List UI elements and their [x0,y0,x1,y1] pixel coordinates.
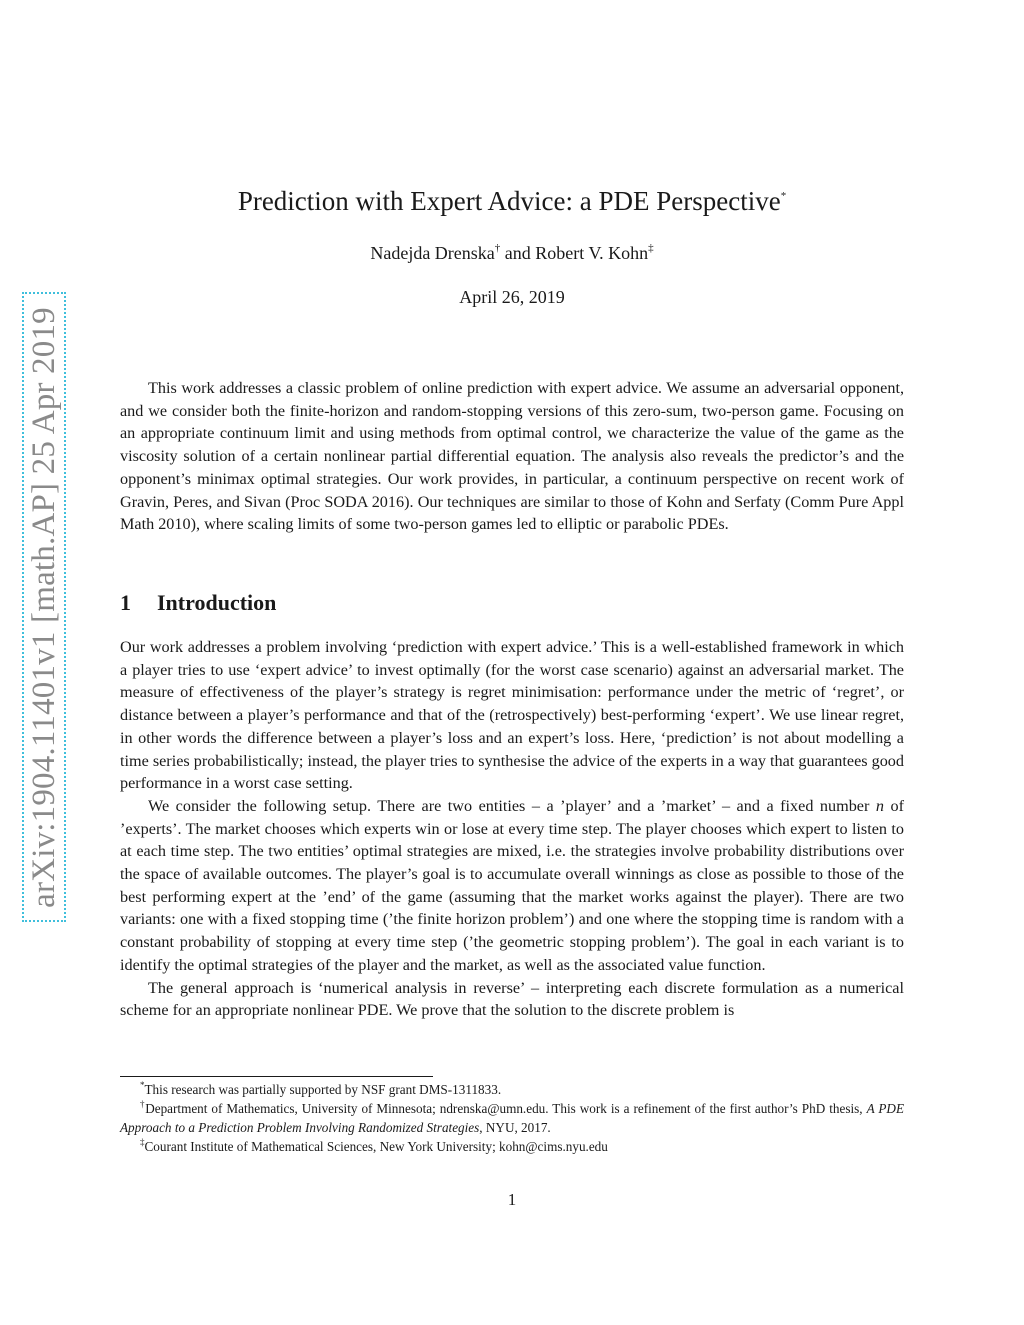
footnote [120,1080,904,1099]
paper-date: April 26, 2019 [459,287,565,307]
author-name: Robert V. Kohn [535,243,649,263]
author-footnote-mark: ‡ [648,242,654,254]
paragraph-text: We consider the following setup. There are two entities – a ’player’ and a ’market’ – and a fixed number [148,796,876,815]
paper-title [120,186,904,217]
paragraph: Our work addresses a problem involving ‘prediction with expert advice.’ This is a well-established framework in which a player tries to use ‘expert advice’ to invest optimally (for the worst case scenario) against an adversarial market. The measure of effectiveness of the player’s strategy is regret minimisation: performance under the metric of ‘regret’, or distance between a player’s performance and that of the (retrospectively) best-performing ‘expert’. We use linear regret, in other words the difference between a player’s loss and an expert’s loss. Here, ‘prediction’ is not about modelling a time series probabilistically; instead, the player tries to synthesise the advice of the experts in a way that guarantees good performance in a worst case setting. [120,638,904,793]
section-title: Introduction [157,590,277,615]
footnotes [120,1080,904,1156]
footnote-mark: ‡ [140,1136,145,1147]
page-number: 1 [507,1190,517,1209]
footnote [120,1099,904,1137]
paragraph: The general approach is ‘numerical analysis in reverse’ – interpreting each discrete formulation as a numerical scheme for an appropriate nonlinear PDE. We prove that the solution to the discrete problem is [120,978,904,1020]
author-conjunction: and [500,243,536,263]
footnote-mark: * [140,1079,145,1090]
footnote-text: Department of Mathematics, University of Minnesota; ndrenska@umn.edu. This work is a refinement of the first author’s PhD thesis, [145,1101,867,1116]
footnote-mark: † [140,1098,146,1109]
section-heading [120,590,276,616]
title-footnote-mark: * [780,190,787,202]
footnote-divider [120,1076,433,1077]
paper-title-text: Prediction with Expert Advice: a PDE Perspective [237,186,781,216]
paragraph-text: of ’experts’. The market chooses which experts win or lose at every time step. The player chooses which expert to listen to at each time step. The two entities’ optimal strategies are mixed, i.e. the strategies involve probability distributions over the space of available outcomes. The player’s goal is to accumulate overall winnings as close as possible to those of the best performing expert at the ’end’ of the game (assuming that the market works against the player). There are two variants: one with a fixed stopping time (’the finite horizon problem’) and one where the stopping time is random with a constant probability of stopping at every time step (’the geometric stopping problem’). The goal in each variant is to identify the optimal strategies of the player and the market, as well as the associated value function. [120,796,905,974]
author-line [120,243,904,264]
arxiv-identifier: arXiv:1904.11401v1 [math.AP] 25 Apr 2019 [25,306,62,908]
author-name: Nadejda Drenska [370,243,495,263]
math-variable: n [875,796,884,815]
author-footnote-mark: † [494,242,501,254]
footnote-text: This research was partially supported by NSF grant DMS-1311833. [144,1082,502,1097]
thesis-title: A PDE Approach to a Prediction Problem Involving Randomized Strategies [120,1101,904,1135]
arxiv-stamp [22,292,66,922]
footnote-text: Courant Institute of Mathematical Sciences, New York University; kohn@cims.nyu.edu [144,1139,608,1154]
abstract: This work addresses a classic problem of online prediction with expert advice. We assume an adversarial opponent, and we consider both the finite-horizon and random-stopping versions of this zero-sum, two-person game. Focusing on an appropriate continuum limit and using methods from optimal control, we characterize the value of the game as the viscosity solution of a certain nonlinear partial differential equation. The analysis also reveals the predictor’s and the opponent’s minimax optimal strategies. Our work provides, in particular, a continuum perspective on recent work of Gravin, Peres, and Sivan (Proc SODA 2016). Our techniques are similar to those of Kohn and Serfaty (Comm Pure Appl Math 2010), where scaling limits of some two-person games led to elliptic or parabolic PDEs. [120,379,904,534]
section-number: 1 [120,590,131,615]
paragraph [120,795,904,977]
footnote [120,1137,904,1156]
footnote-text: , NYU, 2017. [479,1120,551,1135]
body-text [120,636,904,1022]
